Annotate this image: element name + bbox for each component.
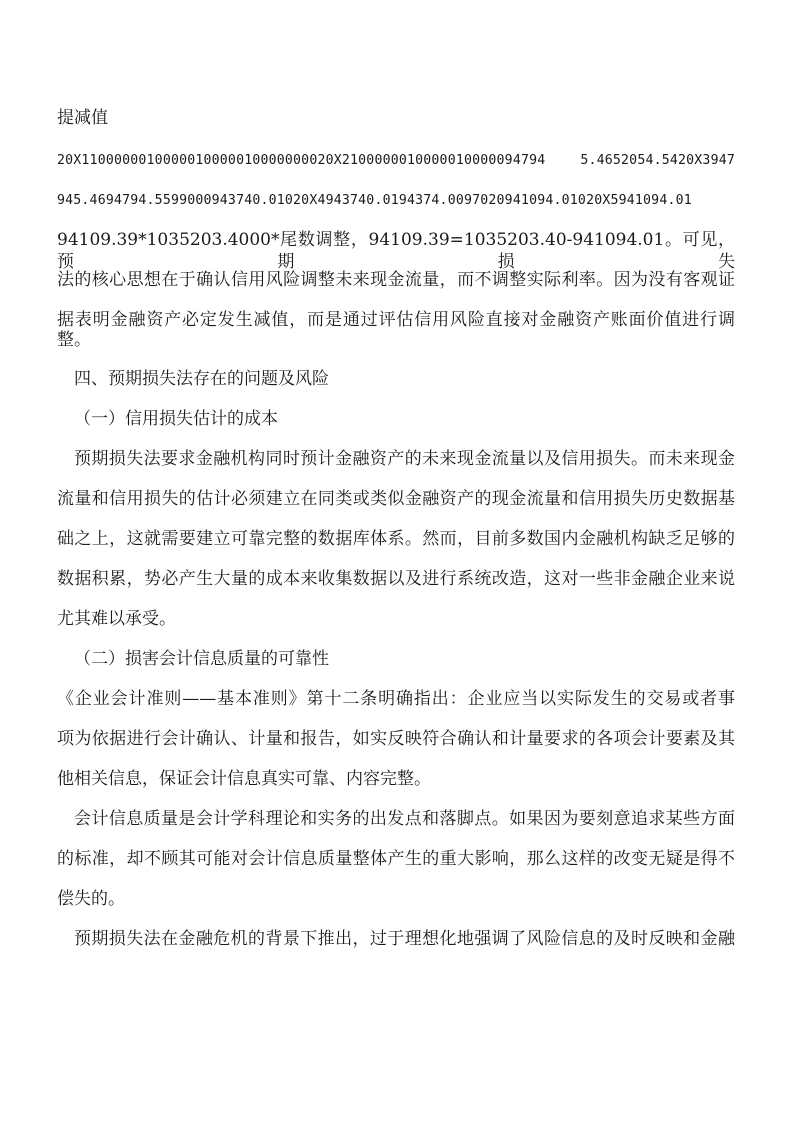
- text-line-numbers-1: 20X1100000010000010000010000000020X2100000010000010000094794 5.4652054.5420X3947: [57, 153, 735, 168]
- text-line-continuation: 提减值: [57, 108, 108, 128]
- text-line-paragraph-2-a: 预期损失法要求金融机构同时预计金融资产的未来现金流量以及信用损失。而未来现金: [74, 449, 735, 469]
- text-line-paragraph-3-a: 《企业会计准则——基本准则》第十二条明确指出：企业应当以实际发生的交易或者事: [57, 689, 735, 709]
- text-line-paragraph-5-a: 预期损失法在金融危机的背景下推出，过于理想化地强调了风险信息的及时反映和金融: [74, 929, 735, 949]
- section-heading-4: 四、预期损失法存在的问题及风险: [74, 369, 329, 389]
- text-line-paragraph-2-d: 数据积累，势必产生大量的成本来收集数据以及进行系统改造，这对一些非金融企业来说: [57, 569, 735, 589]
- text-line-paragraph-2-e: 尤其难以承受。: [57, 609, 176, 629]
- text-line-paragraph-4-a: 会计信息质量是会计学科理论和实务的出发点和落脚点。如果因为要刻意追求某些方面: [74, 809, 735, 829]
- text-line-paragraph-4-b: 的标准，却不顾其可能对会计信息质量整体产生的重大影响，那么这样的改变无疑是得不: [57, 849, 735, 869]
- subsection-heading-1: （一）信用损失估计的成本: [74, 409, 278, 429]
- text-line-numbers-2: 945.4694794.5599000943740.01020X4943740.0194374.0097020941094.01020X5941094.01: [57, 193, 692, 208]
- text-line-paragraph-2-c: 础之上，这就需要建立可靠完整的数据库体系。然而，目前多数国内金融机构缺乏足够的: [57, 529, 735, 549]
- subsection-heading-2: （二）损害会计信息质量的可靠性: [74, 649, 329, 669]
- text-line-paragraph-3-c: 他相关信息，保证会计信息真实可靠、内容完整。: [57, 769, 431, 789]
- text-line-paragraph-1-b: 据表明金融资产必定发生减值，而是通过评估信用风险直接对金融资产账面价值进行调: [57, 310, 735, 330]
- text-line-paragraph-1-c: 整。: [57, 330, 91, 350]
- text-line-numbers-3: 94109.39*1035203.4000*尾数调整，94109.39=1035203.40-941094.01。可见，预期损失: [57, 230, 735, 272]
- text-line-paragraph-3-b: 项为依据进行会计确认、计量和报告，如实反映符合确认和计量要求的各项会计要素及其: [57, 729, 735, 749]
- text-line-paragraph-1-a: 法的核心思想在于确认信用风险调整未来现金流量，而不调整实际利率。因为没有客观证: [57, 270, 735, 290]
- text-line-paragraph-2-b: 流量和信用损失的估计必须建立在同类或类似金融资产的现金流量和信用损失历史数据基: [57, 489, 735, 509]
- text-line-paragraph-4-c: 偿失的。: [57, 889, 125, 909]
